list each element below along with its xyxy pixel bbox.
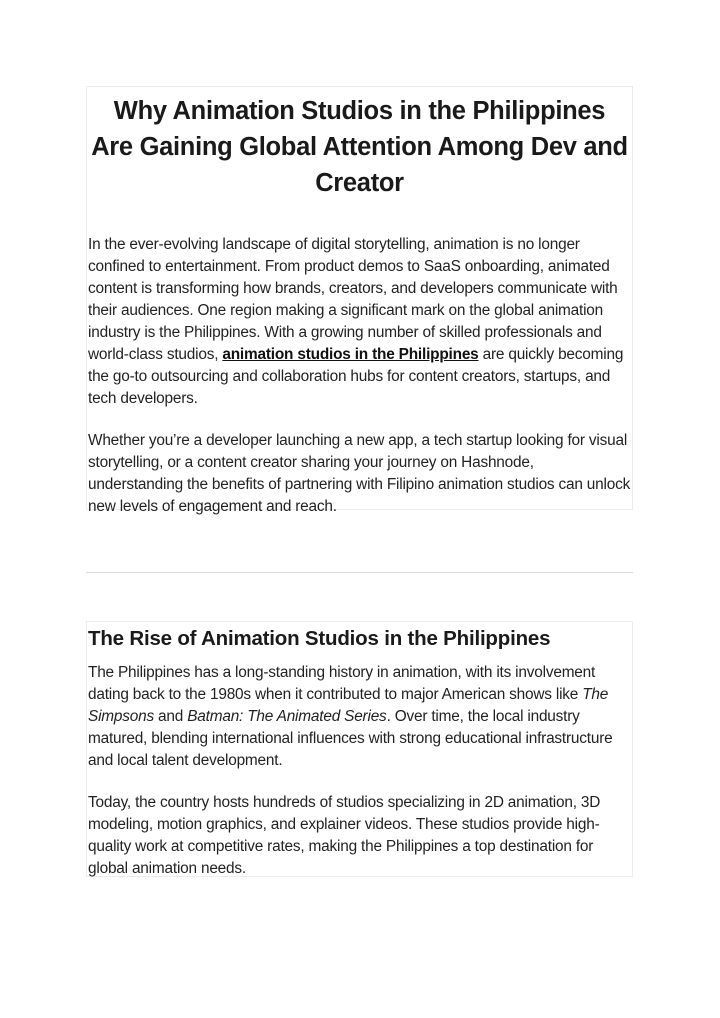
intro-paragraph-1 xyxy=(87,234,632,410)
simpsons-title: The Simpsons xyxy=(88,686,609,725)
rise-section xyxy=(86,621,633,877)
rise-text-2: and xyxy=(153,708,188,725)
intro-paragraph-2: Whether you’re a developer launching a new app, a tech startup looking for visual storytelling, or a content creator sharing your journey on Hashnode, understanding the benefits of partnering with Filipino animation studios can unlock new levels of engagement and reach. xyxy=(88,432,631,515)
article-title: Why Animation Studios in the Philippines Are Gaining Global Attention Among Dev and Creator xyxy=(91,97,628,197)
rise-text-1: The Philippines has a long-standing history in animation, with its involvement dating back to the 1980s when it contributed to major American shows like xyxy=(88,664,596,703)
rise-text-3: . Over time, the local industry matured, blending international influences with strong educational infrastructure and local talent development. xyxy=(88,708,613,769)
rise-heading: The Rise of Animation Studios in the Philippines xyxy=(88,627,551,650)
section-divider xyxy=(86,572,633,573)
rise-paragraph-2: Today, the country hosts hundreds of studios specializing in 2D animation, 3D modeling, motion graphics, and explainer videos. These studios provide high-quality work at competitive rates, making the Philippines a top destination for global animation needs. xyxy=(88,794,601,877)
rise-paragraph-1 xyxy=(87,662,632,772)
animation-studios-link[interactable]: animation studios in the Philippines xyxy=(222,346,479,363)
intro-text-after-link: are quickly becoming the go-to outsourcing and collaboration hubs for content creators, startups, and tech developers. xyxy=(88,346,624,407)
intro-section xyxy=(86,86,633,515)
batman-title: Batman: The Animated Series xyxy=(187,708,387,725)
intro-text-before-link: In the ever-evolving landscape of digital storytelling, animation is no longer confined to entertainment. From product demos to SaaS onboarding, animated content is transforming how brands, creators, and developers communicate with their audiences. One region making a significant mark on the global animation industry is the Philippines. With a growing number of skilled professionals and world-class studios, xyxy=(88,236,618,363)
